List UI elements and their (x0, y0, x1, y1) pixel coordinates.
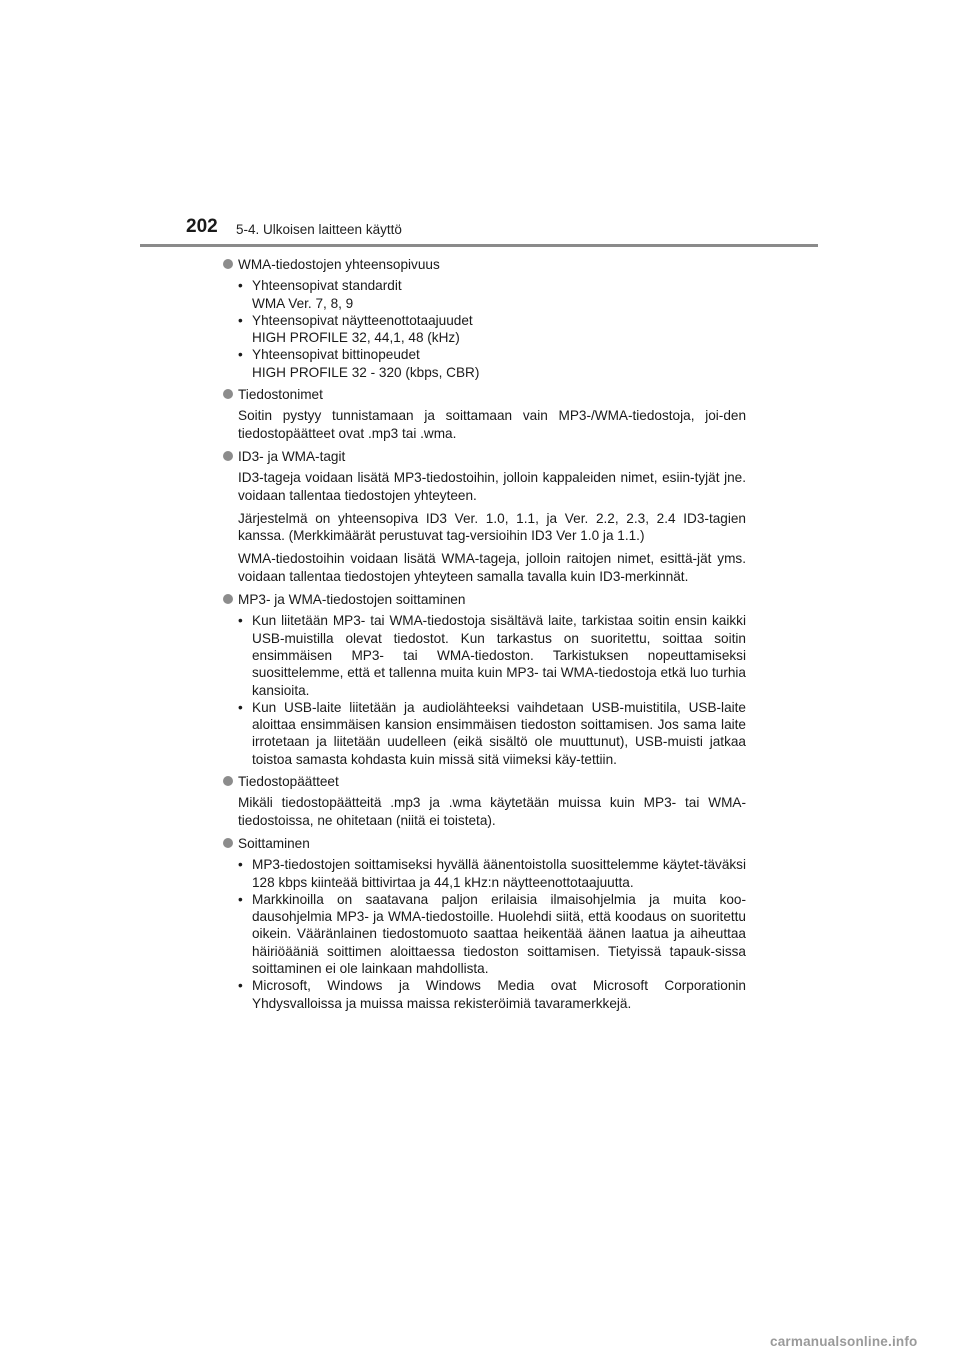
list-item (238, 891, 746, 977)
paragraph: Soitin pystyy tunnistamaan ja soittamaan vain MP3-/WMA-tiedostoja, joi-den tiedostopäätteet ovat .mp3 tai .wma. (238, 408, 746, 441)
section-heading (222, 256, 746, 273)
paragraph: Järjestelmä on yhteensopiva ID3 Ver. 1.0, 1.1, ja Ver. 2.2, 2.3, 2.4 ID3-tagien kanssa. (Merkkimäärät perustuvat tag-versioihin ID3 Ver 1.0 ja 1.1.) (238, 510, 746, 544)
list-item (238, 312, 746, 347)
section-heading (222, 773, 746, 790)
list-bullet: • (238, 699, 243, 715)
section-playing (222, 835, 746, 1012)
section-file-extensions (222, 773, 746, 829)
list-item-text: Microsoft, Windows ja Windows Media ovat Microsoft Corporationin Yhdysvalloissa ja muissa maissa rekisteröimiä tavaramerkkejä. (252, 978, 746, 1011)
section-wma-compat (222, 256, 746, 381)
section-title: 5-4. Ulkoisen laitteen käyttö (236, 222, 402, 237)
list-item (238, 977, 746, 1012)
list-item (238, 277, 746, 312)
bullet-circle-icon (223, 259, 233, 269)
list-item-text: Yhteensopivat bittinopeudet (252, 347, 420, 363)
bullet-circle-icon (223, 389, 233, 399)
section-heading-text: MP3- ja WMA-tiedostojen soittaminen (238, 592, 466, 608)
paragraph: WMA-tiedostoihin voidaan lisätä WMA-tageja, jolloin raitojen nimet, esittä-jät yms. voidaan tallentaa tiedostojen yhteyteen samalla tavalla kuin ID3-merkinnät. (238, 551, 746, 584)
list-item (238, 346, 746, 381)
list-bullet: • (238, 857, 243, 873)
list-item-text: Markkinoilla on saatavana paljon erilaisia ilmaisohjelmia ja muita koo-dausohjelmia MP3- ja WMA-tiedostoille. Huolehdi siitä, että koodaus on suoritettu oikein. Vääränlainen tiedostomuoto saattaa heikentää äänen laatua ja aiheuttaa häiriöääniä soittimen aloittaessa tiedoston soittamisen. Tietyissä tapauk-sissa soittaminen ei ole lainkaan mahdollista. (252, 891, 746, 976)
section-filenames (222, 386, 746, 442)
bullet-circle-icon (223, 776, 233, 786)
paragraph: Mikäli tiedostopäätteitä .mp3 ja .wma käytetään muissa kuin MP3- tai WMA-tiedostoissa, ne ohitetaan (niitä ei toisteta). (238, 795, 746, 828)
section-heading-text: Tiedostopäätteet (238, 774, 339, 790)
list-item-text: Kun liitetään MP3- tai WMA-tiedostoja sisältävä laite, tarkistaa soitin ensin kaikki USB-muistilla olevat tiedostot. Kun tarkastus on suoritettu, soittaa soitin ensimmäisen MP3- tai WMA-tiedoston. Tarkistuksen nopeuttamiseksi suosittelemme, että et tallenna muita kuin MP3- tai WMA-tiedostoja etkä luo turhia kansioita. (252, 613, 746, 698)
watermark-link[interactable]: carmanualsonline.info (770, 1334, 918, 1349)
list-bullet: • (238, 978, 243, 994)
paragraph: ID3-tageja voidaan lisätä MP3-tiedostoihin, jolloin kappaleiden nimet, esiin-tyjät jne. voidaan tallentaa tiedostojen yhteyteen. (238, 470, 746, 503)
bullet-circle-icon (223, 838, 233, 848)
list-item-value: WMA Ver. 7, 8, 9 (252, 295, 354, 311)
list-bullet: • (238, 891, 243, 907)
bullet-circle-icon (223, 594, 233, 604)
section-id3-wma-tags (222, 448, 746, 585)
list-item-text: Yhteensopivat näytteenottotaajuudet (252, 312, 473, 328)
bullet-circle-icon (223, 451, 233, 461)
list-item (238, 699, 746, 768)
page-number: 202 (186, 216, 218, 237)
list-bullet: • (238, 613, 243, 629)
section-heading-text: ID3- ja WMA-tagit (238, 448, 346, 464)
section-heading-text: Soittaminen (238, 835, 310, 851)
section-heading (222, 386, 746, 403)
section-heading (222, 835, 746, 852)
section-playback-mp3-wma (222, 591, 746, 768)
list-item (238, 856, 746, 891)
page-header (0, 0, 960, 250)
list-item (238, 612, 746, 698)
section-heading-text: Tiedostonimet (238, 387, 323, 403)
list-item-text: Kun USB-laite liitetään ja audiolähteeksi vaihdetaan USB-muistitila, USB-laite aloittaa ensimmäisen kansion ensimmäisen tiedoston soittamisen. Jos sama laite irrotetaan ja liitetään uudelleen (eikä sisältö ole muuttunut), USB-muisti jatkaa toistoa samasta kohdasta kuin missä sitä viimeksi käy-tettiin. (252, 699, 746, 767)
section-heading-text: WMA-tiedostojen yhteensopivuus (238, 257, 440, 272)
list-item-text: Yhteensopivat standardit (252, 278, 402, 294)
list-bullet: • (238, 347, 243, 363)
page-content (222, 256, 746, 1017)
list-item-text: MP3-tiedostojen soittamiseksi hyvällä äänentoistolla suosittelemme käytet-täväksi 128 kbps kiinteää bittivirtaa ja 44,1 kHz:n näytteenottotaajuutta. (252, 857, 746, 890)
header-rule (140, 244, 818, 247)
section-heading (222, 591, 746, 608)
list-bullet: • (238, 278, 243, 294)
list-item-value: HIGH PROFILE 32, 44,1, 48 (kHz) (252, 330, 460, 346)
section-heading (222, 448, 746, 465)
list-item-value: HIGH PROFILE 32 - 320 (kbps, CBR) (252, 364, 480, 380)
list-bullet: • (238, 312, 243, 328)
